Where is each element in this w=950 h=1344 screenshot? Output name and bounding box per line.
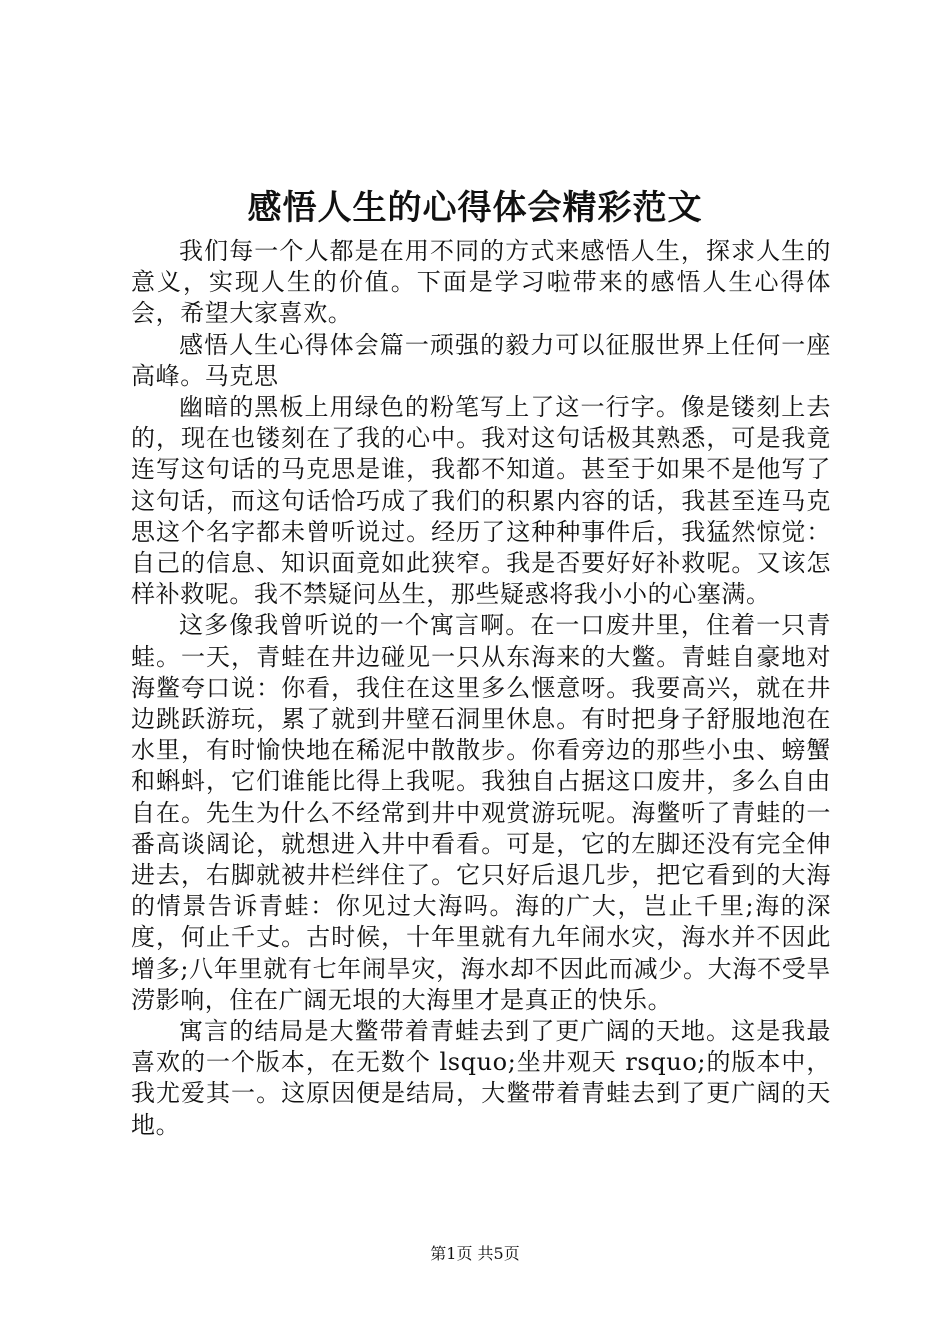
paragraph-fable: 这多像我曾听说的一个寓言啊。在一口废井里，住着一只青蛙。一天，青蛙在井边碰见一只从东海来的大鳖。青蛙自豪地对海鳖夸口说：你看，我住在这里多么惬意呀。我要高兴，就在井边跳跃游玩，累了就到井壁石洞里休息。有时把身子舒服地泡在水里，有时愉快地在稀泥中散散步。你看旁边的那些小虫、螃蟹和蝌蚪，它们谁能比得上我呢。我独自占据这口废井，多么自由自在。先生为什么不经常到井中观赏游玩呢。海鳖听了青蛙的一番高谈阔论，就想进入井中看看。可是，它的左脚还没有完全伸进去，右脚就被井栏绊住了。它只好后退几步，把它看到的大海的情景告诉青蛙：你见过大海吗。海的广大，岂止千里;海的深度，何止千丈。古时候，十年里就有九年闹水灾，海水并不因此增多;八年里就有七年闹旱灾，海水却不因此而减少。大海不受旱涝影响，住在广阔无垠的大海里才是真正的快乐。	[131, 611, 831, 1014]
document-body	[131, 236, 831, 1141]
paragraph-blackboard: 幽暗的黑板上用绿色的粉笔写上了这一行字。像是镂刻上去的，现在也镂刻在了我的心中。我对这句话极其熟悉，可是我竟连写这句话的马克思是谁，我都不知道。甚至于如果不是他写了这句话，而这句话恰巧成了我们的积累内容的话，我甚至连马克思这个名字都未曾听说过。经历了这种种事件后，我猛然惊觉：自己的信息、知识面竟如此狭窄。我是否要好好补救呢。又该怎样补救呢。我不禁疑问丛生，那些疑惑将我小小的心塞满。	[131, 393, 831, 609]
page-footer: 第1页 共5页	[430, 1244, 520, 1263]
paragraph-section-heading: 感悟人生心得体会篇一顽强的毅力可以征服世界上任何一座高峰。马克思	[131, 330, 831, 390]
document-title: 感悟人生的心得体会精彩范文	[247, 188, 703, 228]
paragraph-intro: 我们每一个人都是在用不同的方式来感悟人生，探求人生的意义，实现人生的价值。下面是学习啦带来的感悟人生心得体会，希望大家喜欢。	[131, 237, 831, 328]
paragraph-ending: 寓言的结局是大鳖带着青蛙去到了更广阔的天地。这是我最喜欢的一个版本，在无数个 lsquo;坐井观天 rsquo;的版本中，我尤爱其一。这原因便是结局，大鳖带着青蛙去到了更广阔的天地。	[131, 1017, 831, 1139]
